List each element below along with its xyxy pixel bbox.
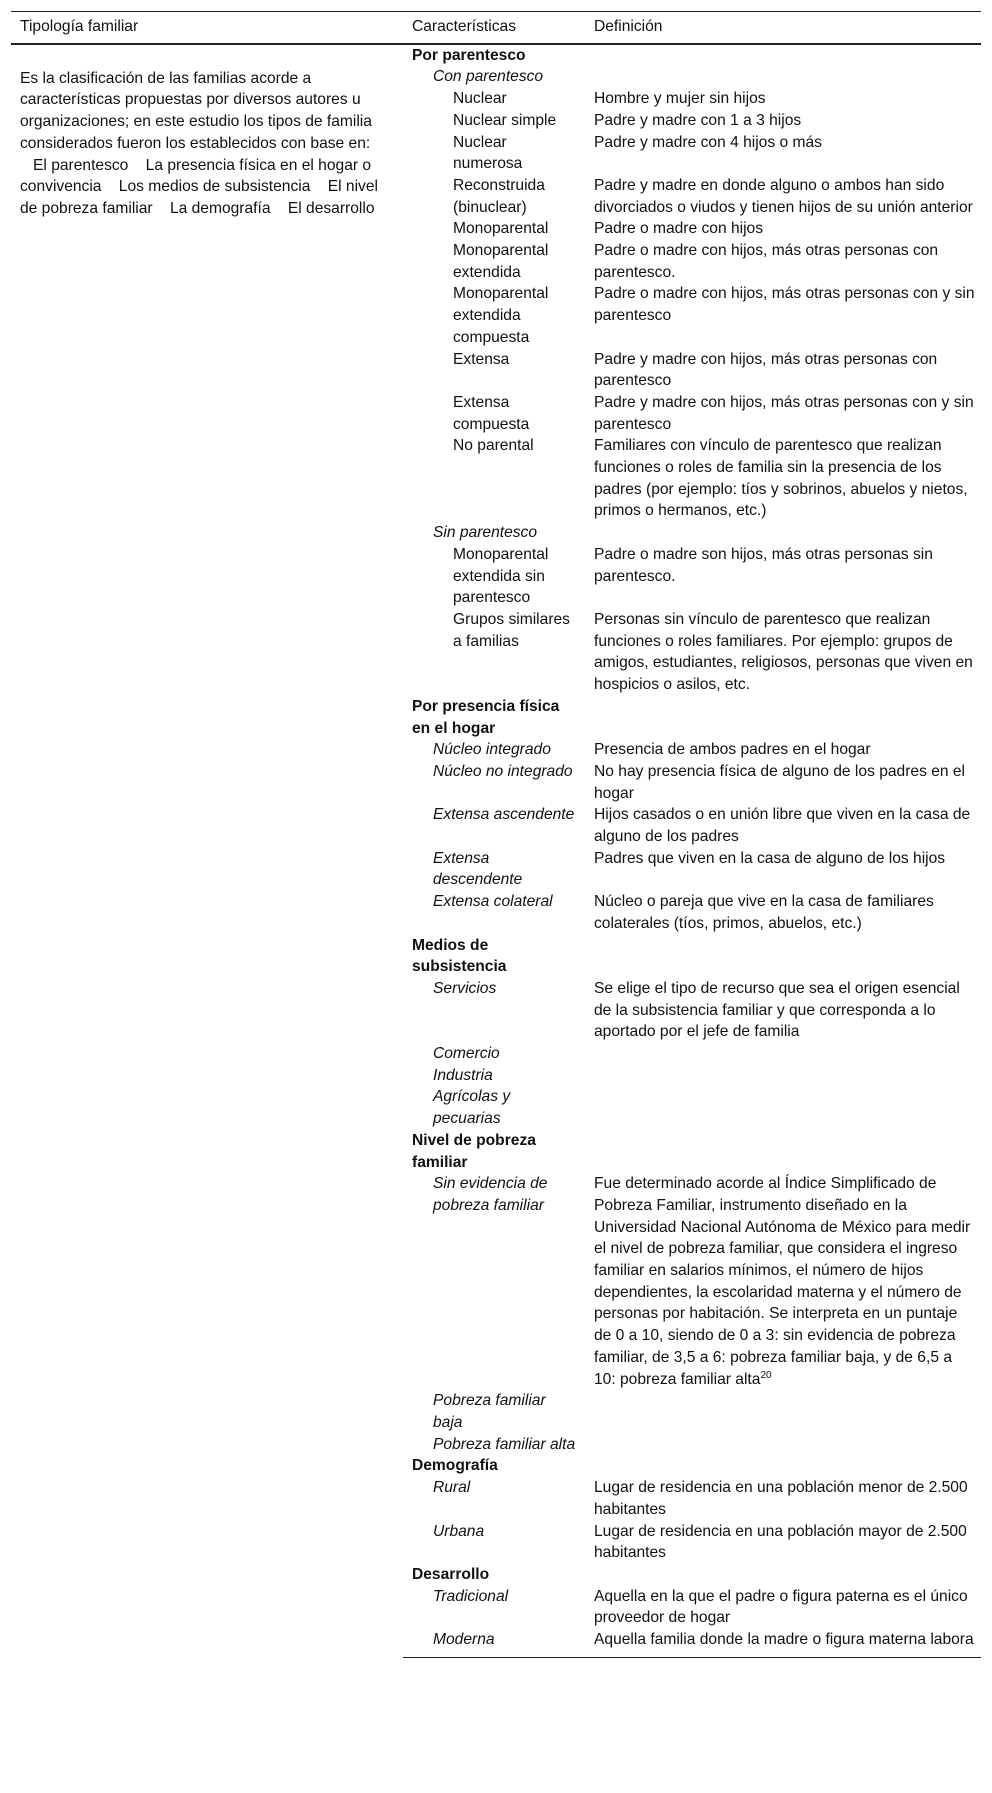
characteristic-cell <box>403 848 585 891</box>
characteristic-cell <box>403 609 585 696</box>
category-label: Demografía <box>412 1457 498 1475</box>
subcategory-label: Comercio <box>433 1045 500 1063</box>
family-typology-table-container <box>11 11 981 1658</box>
characteristic-cell <box>403 1477 585 1520</box>
characteristic-cell <box>403 1065 585 1087</box>
table-body <box>11 44 981 1658</box>
typology-description: Es la clasificación de las familias acorde a características propuestas por diversos autores u organizaciones; en este estudio los tipos de familia considerados fueron los establecidos con base en: El parentesco La presencia física en el hogar o convivencia Los medios de subsistencia El nivel de pobreza familiar La demografía El desarrollo <box>20 69 378 217</box>
definition-text: Aquella familia donde la madre o figura materna labora <box>594 1631 974 1649</box>
item-label: Extensa <box>453 350 510 368</box>
definition-text: Padre o madre con hijos, más otras personas con y sin parentesco <box>594 285 975 325</box>
definition-cell <box>585 848 981 891</box>
characteristic-cell <box>403 1043 585 1065</box>
definition-cell <box>585 739 981 761</box>
characteristic-cell <box>403 761 585 804</box>
characteristic-cell <box>403 522 585 544</box>
definition-text: Hombre y mujer sin hijos <box>594 90 766 108</box>
definition-text: Personas sin vínculo de parentesco que realizan funciones o roles familiares. Por ejemplo: grupos de amigos, estudiantes, religiosos, personas que viven en hospicios o asilos, etc. <box>594 610 973 694</box>
category-label: Por presencia física en el hogar <box>412 697 560 737</box>
characteristic-cell <box>403 88 585 110</box>
table-header-row <box>11 12 981 44</box>
definition-text: Padres que viven en la casa de alguno de los hijos <box>594 849 946 867</box>
definition-cell <box>585 132 981 175</box>
definition-cell <box>585 110 981 132</box>
header-tipologia: Tipología familiar <box>11 12 403 44</box>
characteristic-cell <box>403 935 585 978</box>
characteristic-cell <box>403 132 585 175</box>
subcategory-label: Núcleo no integrado <box>433 762 573 780</box>
item-label: Monoparental extendida compuesta <box>453 285 549 346</box>
reference-superscript: 20 <box>760 1369 772 1381</box>
category-label: Por parentesco <box>412 46 526 64</box>
subcategory-label: Rural <box>433 1479 471 1497</box>
definition-text: Presencia de ambos padres en el hogar <box>594 741 871 759</box>
subcategory-label: Pobreza familiar alta <box>433 1435 576 1453</box>
table-row <box>11 44 981 67</box>
item-label: Monoparental extendida <box>453 242 549 281</box>
characteristic-cell <box>403 804 585 847</box>
characteristic-cell <box>403 1564 585 1586</box>
definition-text: Padre o madre son hijos, más otras personas sin parentesco. <box>594 545 933 585</box>
characteristic-cell <box>403 1629 585 1657</box>
definition-text: Padre y madre con 1 a 3 hijos <box>594 111 802 129</box>
item-label: Nuclear simple <box>453 111 557 129</box>
item-label: Nuclear numerosa <box>453 133 523 173</box>
characteristic-cell <box>403 1455 585 1477</box>
definition-cell <box>585 1390 981 1433</box>
item-label: No parental <box>453 437 534 455</box>
definition-cell <box>585 218 981 240</box>
definition-text: Padre y madre en donde alguno o ambos han sido divorciados o viudos y tienen hijos de su unión anterior <box>594 176 973 216</box>
definition-cell <box>585 761 981 804</box>
definition-text: Núcleo o pareja que vive en la casa de familiares colaterales (tíos, primos, abuelos, etc.) <box>594 893 934 932</box>
definition-cell <box>585 891 981 934</box>
definition-cell <box>585 609 981 696</box>
definition-cell <box>585 1477 981 1520</box>
definition-text: Familiares con vínculo de parentesco que realizan funciones o roles de familia sin la presencia de los padres (por ejemplo: tíos y sobrinos, abuelos y nietos, primos o hermanos, etc.) <box>594 437 968 520</box>
definition-cell <box>585 175 981 218</box>
definition-text: Lugar de residencia en una población menor de 2.500 habitantes <box>594 1479 968 1518</box>
family-typology-table <box>11 11 981 1658</box>
characteristic-cell <box>403 1130 585 1173</box>
subcategory-label: Servicios <box>433 979 497 997</box>
definition-cell <box>585 66 981 88</box>
definition-cell <box>585 696 981 739</box>
characteristic-cell <box>403 978 585 1043</box>
characteristic-cell <box>403 891 585 934</box>
definition-text: Hijos casados o en unión libre que viven en la casa de alguno de los padres <box>594 806 971 846</box>
definition-cell <box>585 88 981 110</box>
characteristic-cell <box>403 1434 585 1456</box>
characteristic-cell <box>403 1586 585 1629</box>
subcategory-label: Extensa descendente <box>433 849 523 889</box>
definition-text: No hay presencia física de alguno de los padres en el hogar <box>594 762 966 802</box>
subcategory-label: Pobreza familiar baja <box>433 1392 546 1431</box>
definition-cell <box>585 804 981 847</box>
characteristic-cell <box>403 44 585 67</box>
characteristic-cell <box>403 66 585 88</box>
header-definicion: Definición <box>585 12 981 44</box>
characteristic-cell <box>403 1521 585 1564</box>
definition-text: Se elige el tipo de recurso que sea el origen esencial de la subsistencia familiar y que corresponda a lo aportado por el jefe de familia <box>594 979 960 1041</box>
characteristic-cell <box>403 1086 585 1129</box>
definition-cell <box>585 392 981 435</box>
item-label: Extensa compuesta <box>453 393 530 433</box>
subcategory-label: Extensa colateral <box>433 893 553 911</box>
definition-cell <box>585 240 981 283</box>
definition-cell <box>585 522 981 544</box>
definition-text: Padre y madre con hijos, más otras personas con parentesco <box>594 350 938 390</box>
definition-cell <box>585 1455 981 1477</box>
subcategory-label: Industria <box>433 1066 493 1084</box>
subcategory-label: Tradicional <box>433 1587 509 1605</box>
category-label: Nivel de pobreza familiar <box>412 1131 536 1171</box>
definition-cell <box>585 1043 981 1065</box>
header-caracteristicas: Características <box>403 12 585 44</box>
definition-cell <box>585 544 981 609</box>
definition-cell <box>585 349 981 392</box>
subcategory-label: Núcleo integrado <box>433 741 551 759</box>
characteristic-cell <box>403 544 585 609</box>
definition-text: Padre o madre con hijos <box>594 220 764 238</box>
subcategory-label: Con parentesco <box>433 68 544 86</box>
characteristic-cell <box>403 392 585 435</box>
characteristic-cell <box>403 240 585 283</box>
characteristic-cell <box>403 349 585 392</box>
characteristic-cell <box>403 1173 585 1390</box>
category-label: Desarrollo <box>412 1565 490 1583</box>
characteristic-cell <box>403 435 585 522</box>
item-label: Grupos similares a familias <box>453 610 570 650</box>
definition-cell <box>585 978 981 1043</box>
characteristic-cell <box>403 175 585 218</box>
subcategory-label: Urbana <box>433 1522 485 1540</box>
subcategory-label: Sin evidencia de pobreza familiar <box>433 1175 548 1214</box>
definition-cell <box>585 1086 981 1129</box>
characteristic-cell <box>403 1390 585 1433</box>
subcategory-label: Moderna <box>433 1631 495 1649</box>
definition-text: Lugar de residencia en una población mayor de 2.500 habitantes <box>594 1522 967 1562</box>
definition-cell <box>585 1130 981 1173</box>
definition-cell <box>585 935 981 978</box>
subcategory-label: Sin parentesco <box>433 524 538 542</box>
characteristic-cell <box>403 218 585 240</box>
definition-cell <box>585 283 981 348</box>
definition-cell <box>585 1173 981 1390</box>
item-label: Monoparental extendida sin parentesco <box>453 545 549 607</box>
subcategory-label: Agrícolas y pecuarias <box>433 1088 511 1128</box>
item-label: Reconstruida (binuclear) <box>453 176 545 216</box>
subcategory-label: Extensa ascendente <box>433 806 575 824</box>
item-label: Monoparental <box>453 220 549 238</box>
definition-cell <box>585 1586 981 1629</box>
definition-text: Fue determinado acorde al Índice Simplificado de Pobreza Familiar, instrumento diseñado en la Universidad Nacional Autónoma de México para medir el nivel de pobreza familiar, que considera el ingreso familiar en salarios mínimos, el número de hijos dependientes, la escolaridad materna y el número de personas por habitación. Se interpreta en un puntaje de 0 a 10, siendo de 0 a 3: sin evidencia de pobreza familiar, de 3,5 a 6: pobreza familiar baja, y de 6,5 a 10: pobreza familiar alta <box>594 1175 971 1388</box>
characteristic-cell <box>403 696 585 739</box>
definition-cell <box>585 1521 981 1564</box>
definition-cell <box>585 1065 981 1087</box>
characteristic-cell <box>403 110 585 132</box>
characteristic-cell <box>403 739 585 761</box>
definition-cell <box>585 435 981 522</box>
definition-cell <box>585 44 981 67</box>
definition-text: Padre o madre con hijos, más otras personas con parentesco. <box>594 242 939 281</box>
definition-text: Padre y madre con 4 hijos o más <box>594 133 822 151</box>
definition-cell <box>585 1629 981 1657</box>
definition-cell <box>585 1434 981 1456</box>
definition-text: Padre y madre con hijos, más otras personas con y sin parentesco <box>594 393 974 433</box>
category-label: Medios de subsistencia <box>412 936 507 976</box>
characteristic-cell <box>403 283 585 348</box>
definition-cell <box>585 1564 981 1586</box>
item-label: Nuclear <box>453 90 507 108</box>
definition-text: Aquella en la que el padre o figura paterna es el único proveedor de hogar <box>594 1587 968 1627</box>
